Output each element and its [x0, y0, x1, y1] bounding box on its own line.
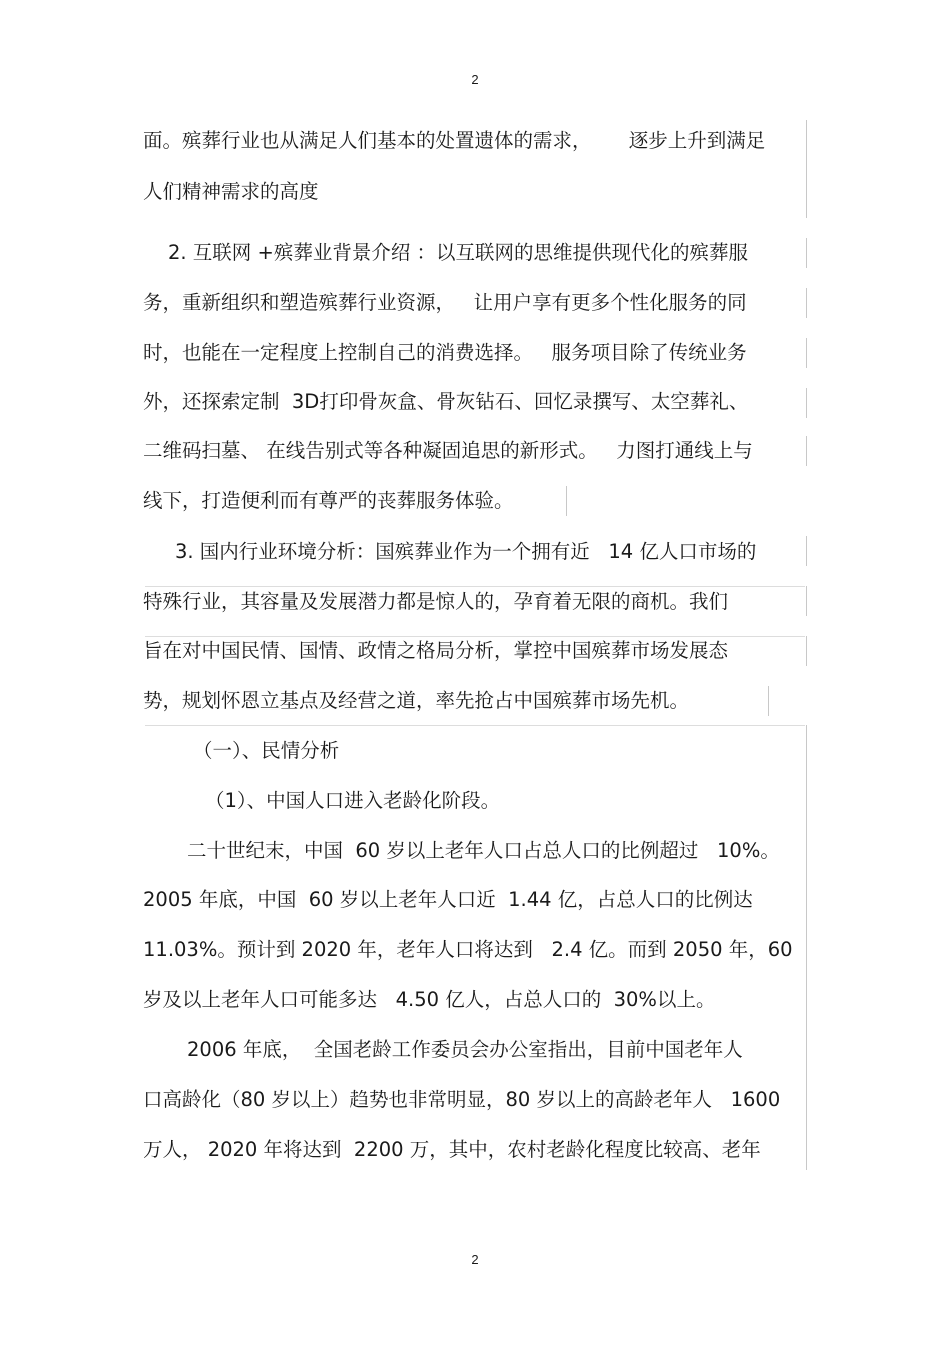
body-line: 外，还探索定制 3D打印骨灰盒、骨灰钻石、回忆录撰写、太空葬礼、 [143, 390, 749, 413]
body-line: 3. 国内行业环境分析：国殡葬业作为一个拥有近 14 亿人口市场的 [175, 540, 757, 563]
border-line [806, 338, 807, 368]
section-heading: （一）、民情分析 [193, 739, 340, 762]
page-number-bottom: 2 [471, 1252, 479, 1267]
body-line: 势，规划怀恩立基点及经营之道，率先抢占中国殡葬市场先机。 [143, 689, 690, 712]
body-line: 面。殡葬行业也从满足人们基本的处置遗体的需求， 逐步上升到满足 [143, 129, 766, 152]
page-number-top: 2 [471, 72, 479, 87]
border-line [806, 536, 807, 566]
border-line [145, 586, 805, 587]
subsection-heading: （1）、中国人口进入老龄化阶段。 [205, 789, 501, 812]
border-line [806, 120, 807, 218]
body-line: 岁及以上老年人口可能多达 4.50 亿人，占总人口的 30%以上。 [143, 988, 716, 1011]
border-line [806, 725, 807, 1170]
border-line [806, 288, 807, 318]
body-line: 2. 互联网 +殡葬业背景介绍 ：以互联网的思维提供现代化的殡葬服 [168, 241, 749, 264]
border-line [768, 686, 769, 716]
body-line: 万人， 2020 年将达到 2200 万，其中，农村老龄化程度比较高、老年 [143, 1138, 761, 1161]
body-line: 人们精神需求的高度 [143, 180, 319, 203]
border-line [806, 238, 807, 268]
border-line [806, 388, 807, 418]
body-line: 二十世纪末，中国 60 岁以上老年人口占总人口的比例超过 10%。 [187, 839, 780, 862]
border-line [566, 486, 567, 516]
body-line: 2005 年底，中国 60 岁以上老年人口近 1.44 亿，占总人口的比例达 [143, 888, 753, 911]
body-line: 口高龄化（80 岁以上）趋势也非常明显，80 岁以上的高龄老年人 1600 [143, 1088, 781, 1111]
body-line: 务，重新组织和塑造殡葬行业资源， 让用户享有更多个性化服务的同 [143, 291, 747, 314]
body-line: 旨在对中国民情、国情、政情之格局分析，掌控中国殡葬市场发展态 [143, 639, 729, 662]
border-line [806, 436, 807, 466]
body-line: 时，也能在一定程度上控制自己的消费选择。 服务项目除了传统业务 [143, 341, 747, 364]
body-line: 二维码扫墓、 在线告别式等各种凝固追思的新形式。 力图打通线上与 [143, 439, 753, 462]
border-line [145, 725, 805, 726]
body-line: 特殊行业，其容量及发展潜力都是惊人的，孕育着无限的商机。我们 [143, 590, 729, 613]
border-line [806, 586, 807, 616]
body-line: 2006 年底， 全国老龄工作委员会办公室指出，目前中国老年人 [187, 1038, 743, 1061]
body-line: 线下，打造便利而有尊严的丧葬服务体验。 [143, 489, 514, 512]
border-line [806, 636, 807, 666]
border-line [145, 636, 805, 637]
body-line: 11.03%。预计到 2020 年，老年人口将达到 2.4 亿。而到 2050 年，60 [143, 938, 793, 961]
